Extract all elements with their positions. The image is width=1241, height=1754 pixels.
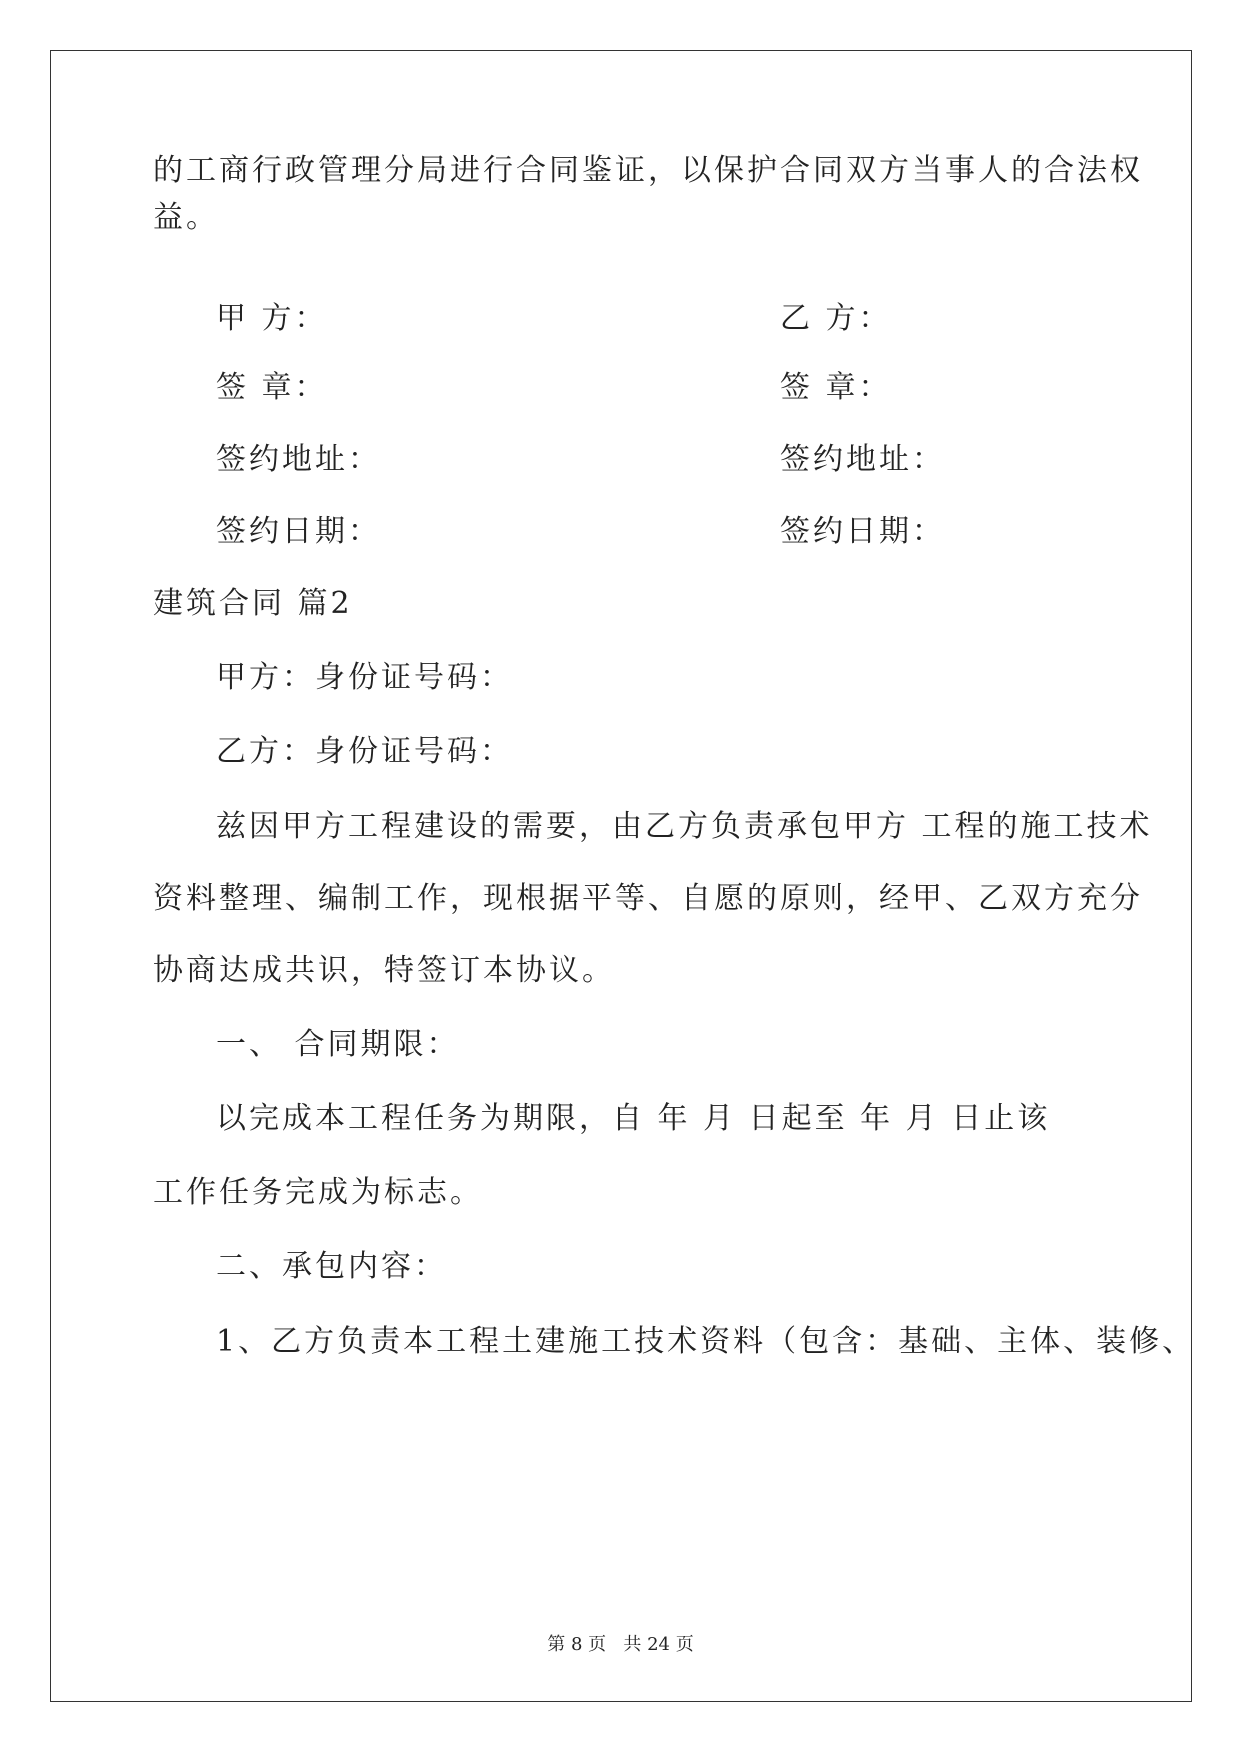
page-border bbox=[50, 50, 1192, 1702]
clause1-line-2: 工作任务完成为标志。 bbox=[153, 1175, 483, 1210]
preamble-line-3: 协商达成共识，特签订本协议。 bbox=[153, 953, 615, 988]
date-b-label: 签约日期： bbox=[780, 514, 945, 549]
party-a-id: 甲方：身份证号码： bbox=[216, 660, 513, 695]
page-number-footer: 第 8 页 共 24 页 bbox=[547, 1634, 694, 1655]
clause1-line-1: 以完成本工程任务为期限，自 年 月 日起至 年 月 日止该 bbox=[216, 1101, 1051, 1136]
clause1-heading: 一、 合同期限： bbox=[216, 1027, 460, 1062]
intro-line-1: 的工商行政管理分局进行合同鉴证，以保护合同双方当事人的合法权 bbox=[153, 153, 1143, 188]
address-a-label: 签约地址： bbox=[216, 442, 381, 477]
preamble-line-2: 资料整理、编制工作，现根据平等、自愿的原则，经甲、乙双方充分 bbox=[153, 881, 1143, 916]
party-b-label: 乙 方： bbox=[780, 301, 892, 336]
preamble-line-1: 兹因甲方工程建设的需要，由乙方负责承包甲方 工程的施工技术 bbox=[216, 809, 1153, 844]
seal-a-label: 签 章： bbox=[216, 370, 328, 405]
section-title: 建筑合同 篇2 bbox=[153, 586, 353, 621]
address-b-label: 签约地址： bbox=[780, 442, 945, 477]
party-a-label: 甲 方： bbox=[216, 301, 328, 336]
clause2-heading: 二、承包内容： bbox=[216, 1249, 447, 1284]
party-b-id: 乙方：身份证号码： bbox=[216, 734, 513, 769]
date-a-label: 签约日期： bbox=[216, 514, 381, 549]
intro-line-2: 益。 bbox=[153, 200, 219, 235]
seal-b-label: 签 章： bbox=[780, 370, 892, 405]
clause2-item-1: 1、乙方负责本工程土建施工技术资料（包含：基础、主体、装修、 bbox=[216, 1324, 1196, 1359]
